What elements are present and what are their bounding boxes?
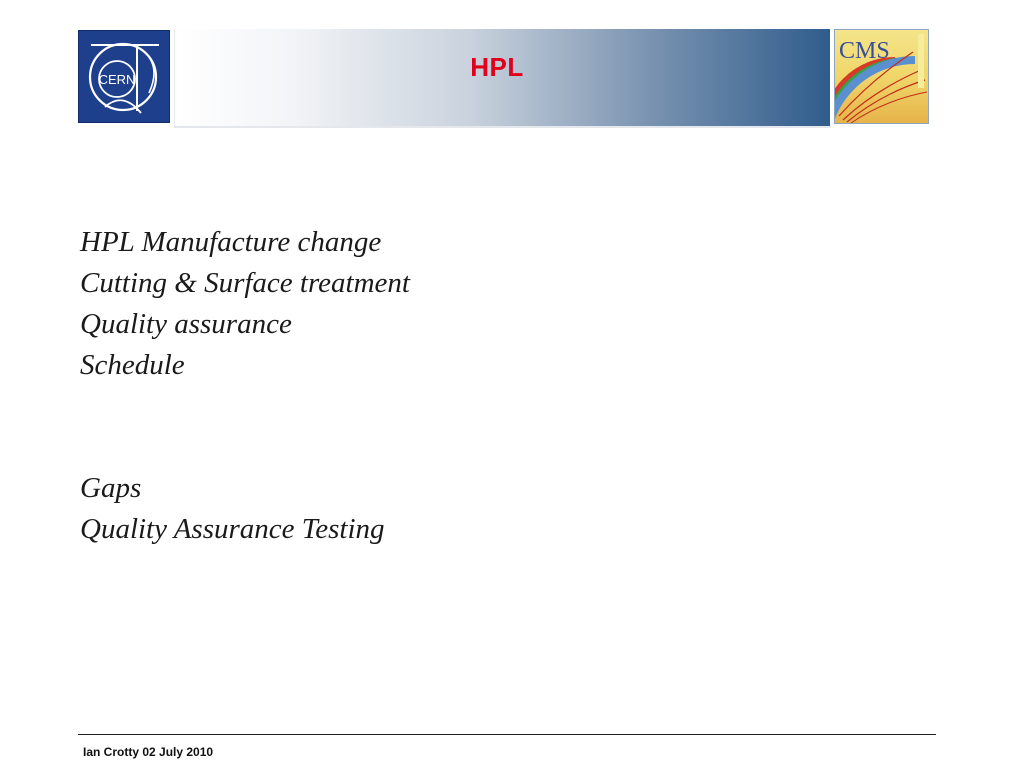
section-spacer bbox=[80, 386, 880, 468]
bullet-quality-assurance: Quality assurance bbox=[80, 308, 292, 340]
cms-logo bbox=[834, 29, 929, 124]
bullet-schedule: Schedule bbox=[80, 349, 185, 381]
title-band bbox=[174, 29, 831, 128]
bullet-cutting-surface-treatment: Cutting & Surface treatment bbox=[80, 267, 410, 299]
cern-logo-text: CERN bbox=[98, 72, 136, 87]
page-title: HPL bbox=[470, 52, 524, 82]
bullet-gaps: Gaps bbox=[80, 472, 142, 504]
cms-logo-text: CMS bbox=[839, 38, 890, 64]
footer-author-date: Ian Crotty 02 July 2010 bbox=[83, 745, 214, 759]
bullet-quality-assurance-testing: Quality Assurance Testing bbox=[80, 513, 385, 545]
footer-divider bbox=[78, 734, 936, 735]
slide-body bbox=[80, 222, 880, 550]
cern-logo bbox=[78, 30, 170, 123]
bullet-hpl-manufacture-change: HPL Manufacture change bbox=[80, 226, 382, 258]
cms-emblem-icon bbox=[835, 30, 928, 123]
cern-emblem-icon bbox=[79, 31, 169, 122]
